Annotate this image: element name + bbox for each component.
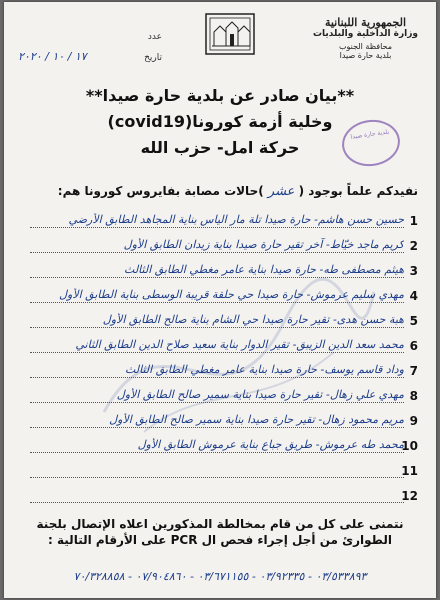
letterhead-republic: الجمهورية اللبنانية	[324, 16, 407, 29]
case-text: هبة حسن هدى- تقير حارة صيدا حي الشام بناية صالح الطابق الأول	[102, 313, 404, 326]
case-number: 8	[409, 389, 418, 403]
case-number: 11	[401, 464, 418, 478]
case-text: مهدي علي زهال- تقير حارة صيدا بناية سمير صالح الطابق الأول	[116, 388, 404, 401]
footer-note	[14, 516, 426, 548]
case-text: حسين حسن هاشم- حارة صيدا تلة مار الياس بناية المجاهد الطابق الأرضي	[68, 213, 404, 226]
case-text: مريم محمود زهال- تقير حارة صيدا بناية سمير صالح الطابق الأول	[109, 413, 404, 426]
case-row	[30, 308, 418, 332]
case-row	[30, 408, 418, 432]
date-label: تاريخ	[144, 53, 162, 63]
case-dotted-line	[30, 377, 404, 378]
statement-parties: حركة امل- حزب الله	[140, 138, 300, 157]
case-dotted-line	[30, 402, 404, 403]
number-label: عدد	[147, 32, 162, 42]
case-dotted-line	[30, 452, 404, 453]
case-dotted-line	[30, 352, 404, 353]
case-number: 6	[409, 339, 418, 353]
case-number: 4	[409, 289, 418, 303]
case-dotted-line	[30, 277, 404, 278]
case-text: مهدي سليم عرموش- حارة صيدا حي حلقة قريبة الوسطى بناية الطابق الأول	[59, 288, 404, 301]
intro-after: )حالات مصابة بفايروس كورونا هم:	[57, 184, 264, 198]
municipality-emblem-icon	[204, 12, 256, 56]
case-text: محمد طه عرموش- طريق جباع بناية عرموش الطابق الأول	[137, 438, 404, 451]
case-row	[30, 433, 418, 457]
case-dotted-line	[30, 477, 404, 478]
letterhead-municipality: بلدية حارة صيدا	[339, 51, 392, 60]
case-text: هيثم مصطفى طه- حارة صيدا بناية عامر مغطي الطابق الثالث	[124, 263, 404, 276]
case-number: 9	[409, 414, 418, 428]
case-number: 10	[401, 439, 418, 453]
case-row	[30, 283, 418, 307]
case-text: محمد سعد الدين الزيبق- تقير الدوار بناية سعيد صلاح الدين الطابق الثاني	[75, 338, 404, 351]
case-dotted-line	[30, 302, 404, 303]
case-row	[30, 458, 418, 482]
case-number: 5	[409, 314, 418, 328]
case-text: وداد قاسم يوسف- حارة صيدا بناية عامر مغطي الطابق الثالث	[124, 363, 404, 376]
footer-line-1: نتمنى على كل من قام بمخالطة المذكورين اعلاه الإتصال بلجنة	[36, 517, 404, 531]
stamp-text: بلدية حارة صيدا	[350, 128, 390, 141]
case-row	[30, 358, 418, 382]
case-text: كريم ماجد خيّاط- آخر تقير حارة صيدا بناية زيدان الطابق الأول	[123, 238, 404, 251]
case-row	[30, 233, 418, 257]
statement-title: **بيان صادر عن بلدية حارة صيدا**	[85, 86, 355, 105]
letterhead-ministry: وزارة الداخلية والبلديات	[312, 29, 419, 39]
case-dotted-line	[30, 227, 404, 228]
letterhead	[303, 16, 428, 60]
document-page	[4, 2, 436, 598]
case-dotted-line	[30, 252, 404, 253]
case-number: 12	[401, 489, 418, 503]
case-row	[30, 483, 418, 507]
case-count: عشر	[267, 184, 295, 199]
case-dotted-line	[30, 502, 404, 503]
case-number: 2	[409, 239, 418, 253]
case-number: 1	[409, 214, 418, 228]
case-row	[30, 208, 418, 232]
case-dotted-line	[30, 327, 404, 328]
letterhead-governorate: محافظة الجنوب	[338, 42, 392, 51]
footer-line-2: الطوارئ من أجل إجراء فحص ال PCR على الأرقام التالية :	[48, 533, 392, 547]
statement-subtitle: وخلية أزمة كورونا(covid19)	[107, 112, 333, 131]
date-row	[12, 50, 162, 70]
date-value: ١٧ / ١٠ / ٢٠٢٠	[18, 50, 87, 63]
case-row	[30, 258, 418, 282]
phone-numbers: ٠٣/٥٣٣٨٩٣ - ٠٣/٩٢٣٣٥ - ٠٣/٦٧١١٥٥ - ٠٧/٩٠٤٨٦٠ - ٧٠/٣٢٨٨٥٨	[73, 570, 367, 583]
case-row	[30, 383, 418, 407]
case-number: 7	[409, 364, 418, 378]
reference-number-row	[12, 32, 162, 46]
case-number: 3	[409, 264, 418, 278]
case-row	[30, 333, 418, 357]
intro-before: نفيدكم علماً بوجود (	[298, 184, 418, 198]
case-dotted-line	[30, 427, 404, 428]
intro-sentence	[18, 184, 418, 199]
